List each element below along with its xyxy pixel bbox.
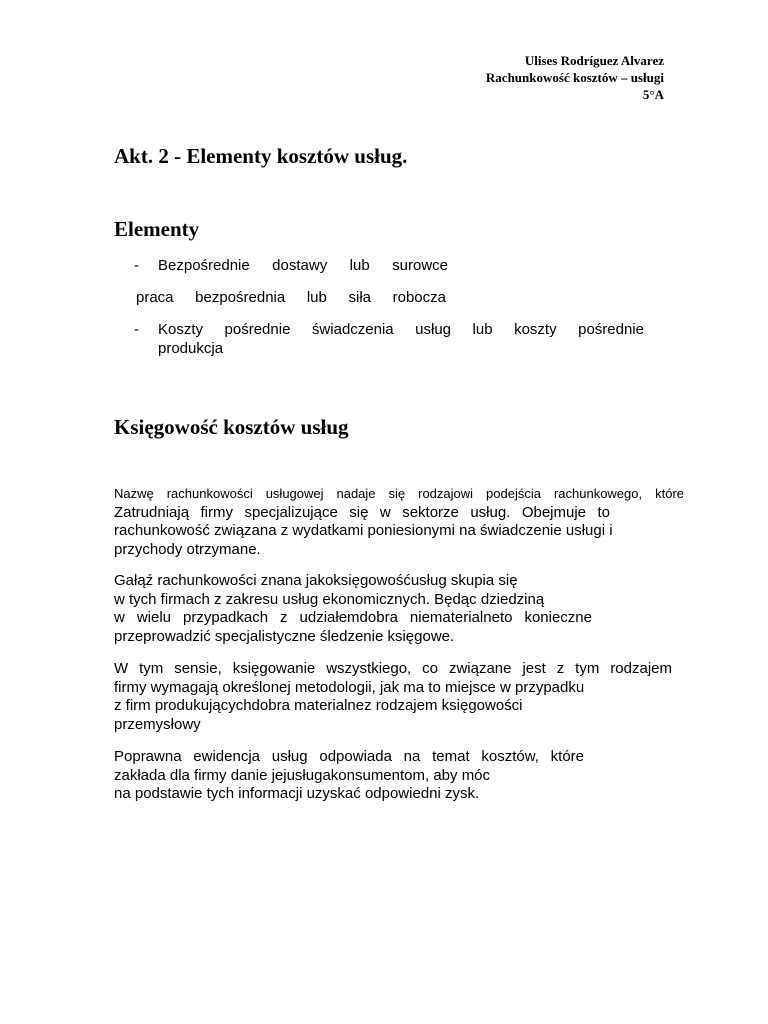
course-name: Rachunkowość kosztów – usługi: [485, 70, 664, 85]
list-dash: -: [134, 257, 139, 274]
paragraph-line: W tym sensie, księgowanie wszystkiego, co związane jest z tym rodzajem: [114, 660, 672, 677]
paragraph-line: przeprowadzić specjalistyczne śledzenie księgowe.: [114, 627, 455, 645]
paragraph-line: Nazwę rachunkowości usługowej nadaje się rodzajowi podejścia rachunkowego, które: [114, 486, 684, 501]
paragraph-line: przychody otrzymane.: [114, 540, 261, 558]
paragraph-line: zakłada dla firmy danie jejusługakonsumentom, aby móc: [114, 766, 491, 784]
author-name: Ulises Rodríguez Alvarez: [524, 53, 664, 68]
paragraph-3: [114, 660, 684, 734]
paragraph-line: firmy wymagają określonej metodologii, jak ma to miejsce w przypadku: [114, 678, 585, 696]
paragraph-line: przemysłowy: [114, 715, 201, 733]
list-item-text: Koszty pośrednie świadczenia usług lub koszty pośrednie: [158, 321, 644, 338]
paragraph-4: [114, 748, 684, 804]
group-label: 5°A: [642, 87, 664, 102]
paragraph-line: z firm produkującychdobra materialnez rodzajem księgowości: [114, 697, 523, 714]
list-dash: -: [134, 321, 139, 338]
paragraph-line: na podstawie tych informacji uzyskać odpowiedni zysk.: [114, 785, 480, 802]
list-item-text: praca bezpośrednia lub siła robocza: [136, 289, 446, 306]
paragraph-1: [114, 485, 684, 559]
paragraph-line: Poprawna ewidencja usług odpowiada na temat kosztów, które: [114, 748, 584, 765]
paragraph-2: [114, 572, 684, 646]
paragraph-line: Zatrudniają firmy specjalizujące się w sektorze usług. Obejmuje to: [114, 503, 610, 521]
elements-heading: Elementy: [114, 217, 200, 241]
paragraph-line: rachunkowość związana z wydatkami poniesionymi na świadczenie usługi i: [114, 522, 613, 539]
document-title: Akt. 2 - Elementy kosztów usług.: [114, 144, 408, 168]
list-item-text: Bezpośrednie dostawy lub surowce: [158, 257, 448, 274]
accounting-heading: Księgowość kosztów usług: [114, 415, 349, 439]
paragraph-line: w wielu przypadkach z udziałemdobra niematerialneto konieczne: [114, 609, 592, 626]
paragraph-line: Gałąź rachunkowości znana jakoksięgowośćusług skupia się: [114, 572, 518, 589]
paragraph-line: w tych firmach z zakresu usług ekonomicznych. Będąc dziedziną: [114, 590, 545, 608]
list-item-text-continuation: produkcja: [158, 340, 224, 357]
document-header: [486, 52, 664, 103]
